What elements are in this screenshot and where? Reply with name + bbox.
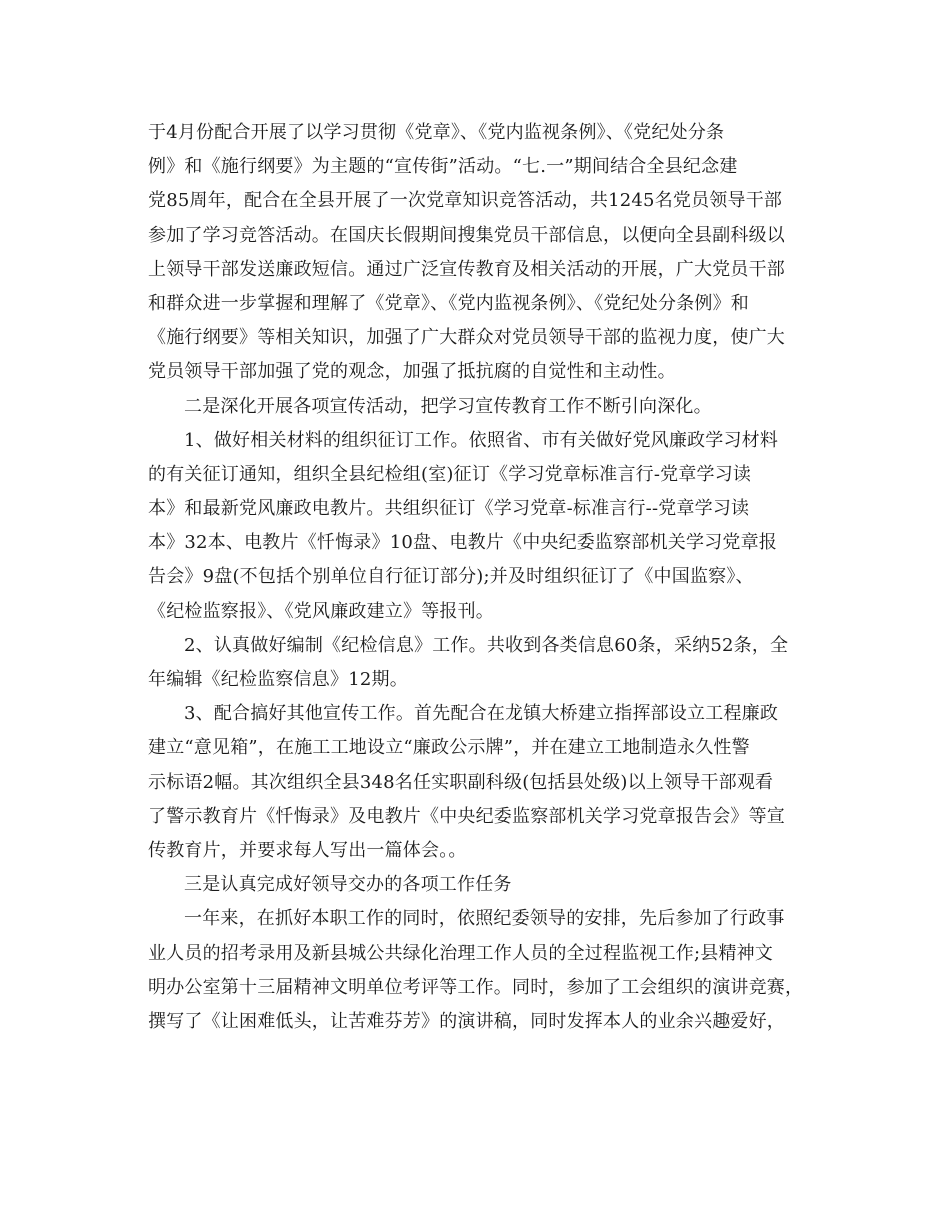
text-line: 一年来，在抓好本职工作的同时，依照纪委领导的安排，先后参加了行政事 xyxy=(184,908,785,930)
text-line: 党85周年，配合在全县开展了一次党章知识竞答活动，共1245名党员领导干部 xyxy=(148,190,783,212)
text-line: 撰写了《让困难低头，让苦难芬芳》的演讲稿，同时发挥本人的业余兴趣爱好， xyxy=(148,1010,785,1032)
text-line: 本》32本、电教片《忏悔录》10盘、电教片《中央纪委监察部机关学习党章报 xyxy=(148,532,778,554)
text-line: 告会》9盘(不包括个别单位自行征订部分);并及时组织征订了《中国监察》、 xyxy=(148,566,754,588)
text-line: 业人员的招考录用及新县城公共绿化治理工作人员的全过程监视工作;县精神文 xyxy=(148,942,774,964)
text-line: 示标语2幅。其次组织全县348名任实职副科级(包括县处级)以上领导干部观看 xyxy=(148,771,774,793)
text-line: 明办公室第十三届精神文明单位考评等工作。同时，参加了工会组织的演讲竞赛， xyxy=(148,976,804,998)
document-body xyxy=(148,116,808,1039)
text-line: 于4月份配合开展了以学习贯彻《党章》、《党内监视条例》、《党纪处分条 xyxy=(148,122,725,143)
text-line: 参加了学习竞答活动。在国庆长假期间搜集党员干部信息，以便向全县副科级以 xyxy=(148,224,785,246)
text-line: 了警示教育片《忏悔录》及电教片《中央纪委监察部机关学习党章报告会》等宣 xyxy=(148,805,785,827)
text-line: 和群众进一步掌握和理解了《党章》、《党内监视条例》、《党纪处分条例》和 xyxy=(148,292,749,314)
text-line: 党员领导干部加强了党的观念，加强了抵抗腐的自觉性和主动性。 xyxy=(148,361,676,383)
text-line: 2、认真做好编制《纪检信息》工作。共收到各类信息60条，采纳52条，全 xyxy=(184,634,789,656)
text-line: 本》和最新党风廉政电教片。共组织征订《学习党章-标准言行--党章学习读 xyxy=(148,498,750,520)
text-line: 例》和《施行纲要》为主题的“宣传街”活动。“七.一”期间结合全县纪念建 xyxy=(148,156,738,178)
text-line: 建立“意见箱”，在施工工地设立“廉政公示牌”，并在建立工地制造永久性警 xyxy=(148,737,750,759)
text-line: 1、做好相关材料的组织征订工作。依照省、市有关做好党风廉政学习材料 xyxy=(184,429,779,451)
text-line: 二是深化开展各项宣传活动，把学习宣传教育工作不断引向深化。 xyxy=(184,395,712,417)
text-line: 三是认真完成好领导交办的各项工作任务 xyxy=(184,874,512,896)
text-line: 《施行纲要》等相关知识，加强了广大群众对党员领导干部的监视力度，使广大 xyxy=(148,327,785,349)
text-line: 3、配合搞好其他宣传工作。首先配合在龙镇大桥建立指挥部设立工程廉政 xyxy=(184,703,779,725)
text-line: 年编辑《纪检监察信息》12期。 xyxy=(148,669,408,690)
text-line: 的有关征订通知，组织全县纪检组(室)征订《学习党章标准言行-党章学习读 xyxy=(148,463,752,485)
text-line: 上领导干部发送廉政短信。通过广泛宣传教育及相关活动的开展，广大党员干部 xyxy=(148,258,785,280)
text-line: 传教育片，并要求每人写出一篇体会。。 xyxy=(148,839,467,861)
text-line: 《纪检监察报》、《党风廉政建立》等报刊。 xyxy=(148,600,494,622)
